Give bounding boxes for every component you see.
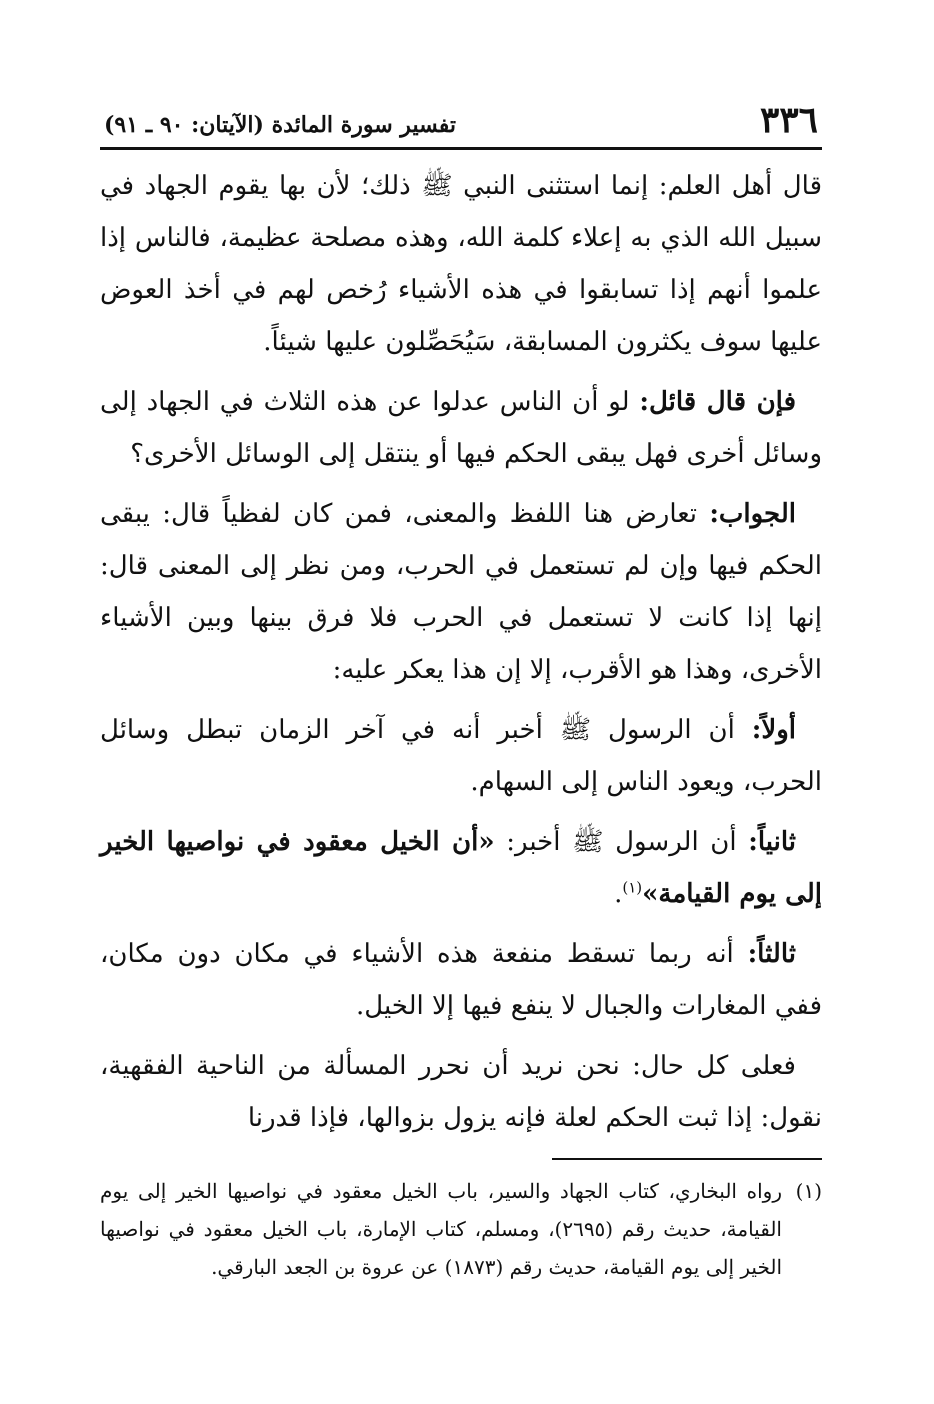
- paragraph-1: [100, 160, 822, 368]
- paragraph-1-text: قال أهل العلم: إنما استثنى النبي ﷺ ذلك؛ لأن بها يقوم الجهاد في سبيل الله الذي به إعلاء كلمة الله، وهذه مصلحة عظيمة، فالناس إذا علموا أنهم إذا تسابقوا في هذه الأشياء رُخص لهم في أخذ العوض عليها سوف يكثرون المسابقة، سَيُحَصِّلون عليها شيئاً.: [100, 171, 822, 357]
- footnote-divider: [552, 1158, 822, 1160]
- paragraph-6-text: أنه ربما تسقط منفعة هذه الأشياء في مكان دون مكان، ففي المغارات والجبال لا ينفع فيها إلا الخيل.: [100, 939, 822, 1021]
- paragraph-7: [100, 1040, 822, 1144]
- paragraph-4-text: أن الرسول ﷺ أخبر أنه في آخر الزمان تبطل وسائل الحرب، ويعود الناس إلى السهام.: [100, 715, 822, 797]
- paragraph-6-lead: ثالثاً:: [747, 939, 797, 969]
- footnote-text: رواه البخاري، كتاب الجهاد والسير، باب الخيل معقود في نواصيها الخير إلى يوم القيامة، حديث رقم (٢٦٩٥)، ومسلم، كتاب الإمارة، باب الخيل معقود في نواصيها الخير إلى يوم القيامة، حديث رقم (١٨٧٣) عن عروة بن الجعد البارقي.: [100, 1179, 782, 1279]
- main-text: [100, 160, 822, 1144]
- running-title: تفسير سورة المائدة (الآيتان: ٩٠ ـ ٩١): [104, 112, 456, 138]
- footnote-marker: (١): [795, 1179, 822, 1203]
- footnote: [100, 1172, 822, 1286]
- paragraph-5-lead: ثانياً:: [748, 827, 797, 857]
- paragraph-4-lead: أولاً:: [751, 715, 797, 745]
- paragraph-5-text: أن الرسول ﷺ أخبر:: [506, 827, 737, 857]
- paragraph-2: [100, 376, 822, 480]
- footnote-reference[interactable]: (١): [622, 878, 643, 897]
- paragraph-4: [100, 704, 822, 808]
- paragraph-7-text: فعلى كل حال: نحن نريد أن نحرر المسألة من الناحية الفقهية، نقول: إذا ثبت الحكم لعلة فإنه يزول بزوالها، فإذا قدرنا: [100, 1051, 822, 1133]
- paragraph-3-text: تعارض هنا اللفظ والمعنى، فمن كان لفظياً قال: يبقى الحكم فيها وإن لم تستعمل في الحرب، ومن نظر إلى المعنى قال: إنها إذا كانت لا تستعمل في الحرب فلا فرق بينها وبين الأشياء الأخرى، وهذا هو الأقرب، إلا إن هذا يعكر عليه:: [100, 499, 822, 685]
- page-number: ٣٣٦: [759, 99, 818, 141]
- paragraph-3-lead: الجواب:: [709, 499, 796, 529]
- running-head: [100, 100, 822, 150]
- paragraph-2-text: لو أن الناس عدلوا عن هذه الثلاث في الجهاد إلى وسائل أخرى فهل يبقى الحكم فيها أو ينتقل إلى الوسائل الأخرى؟: [100, 387, 822, 469]
- paragraph-2-lead: فإن قال قائل:: [639, 387, 797, 417]
- hadith-quote: «أن الخيل معقود في نواصيها الخير إلى يوم القيامة»: [100, 827, 822, 909]
- paragraph-5-end: .: [614, 879, 623, 909]
- paragraph-6: [100, 928, 822, 1032]
- paragraph-3: [100, 488, 822, 696]
- book-page: [100, 100, 822, 1286]
- paragraph-5: [100, 816, 822, 920]
